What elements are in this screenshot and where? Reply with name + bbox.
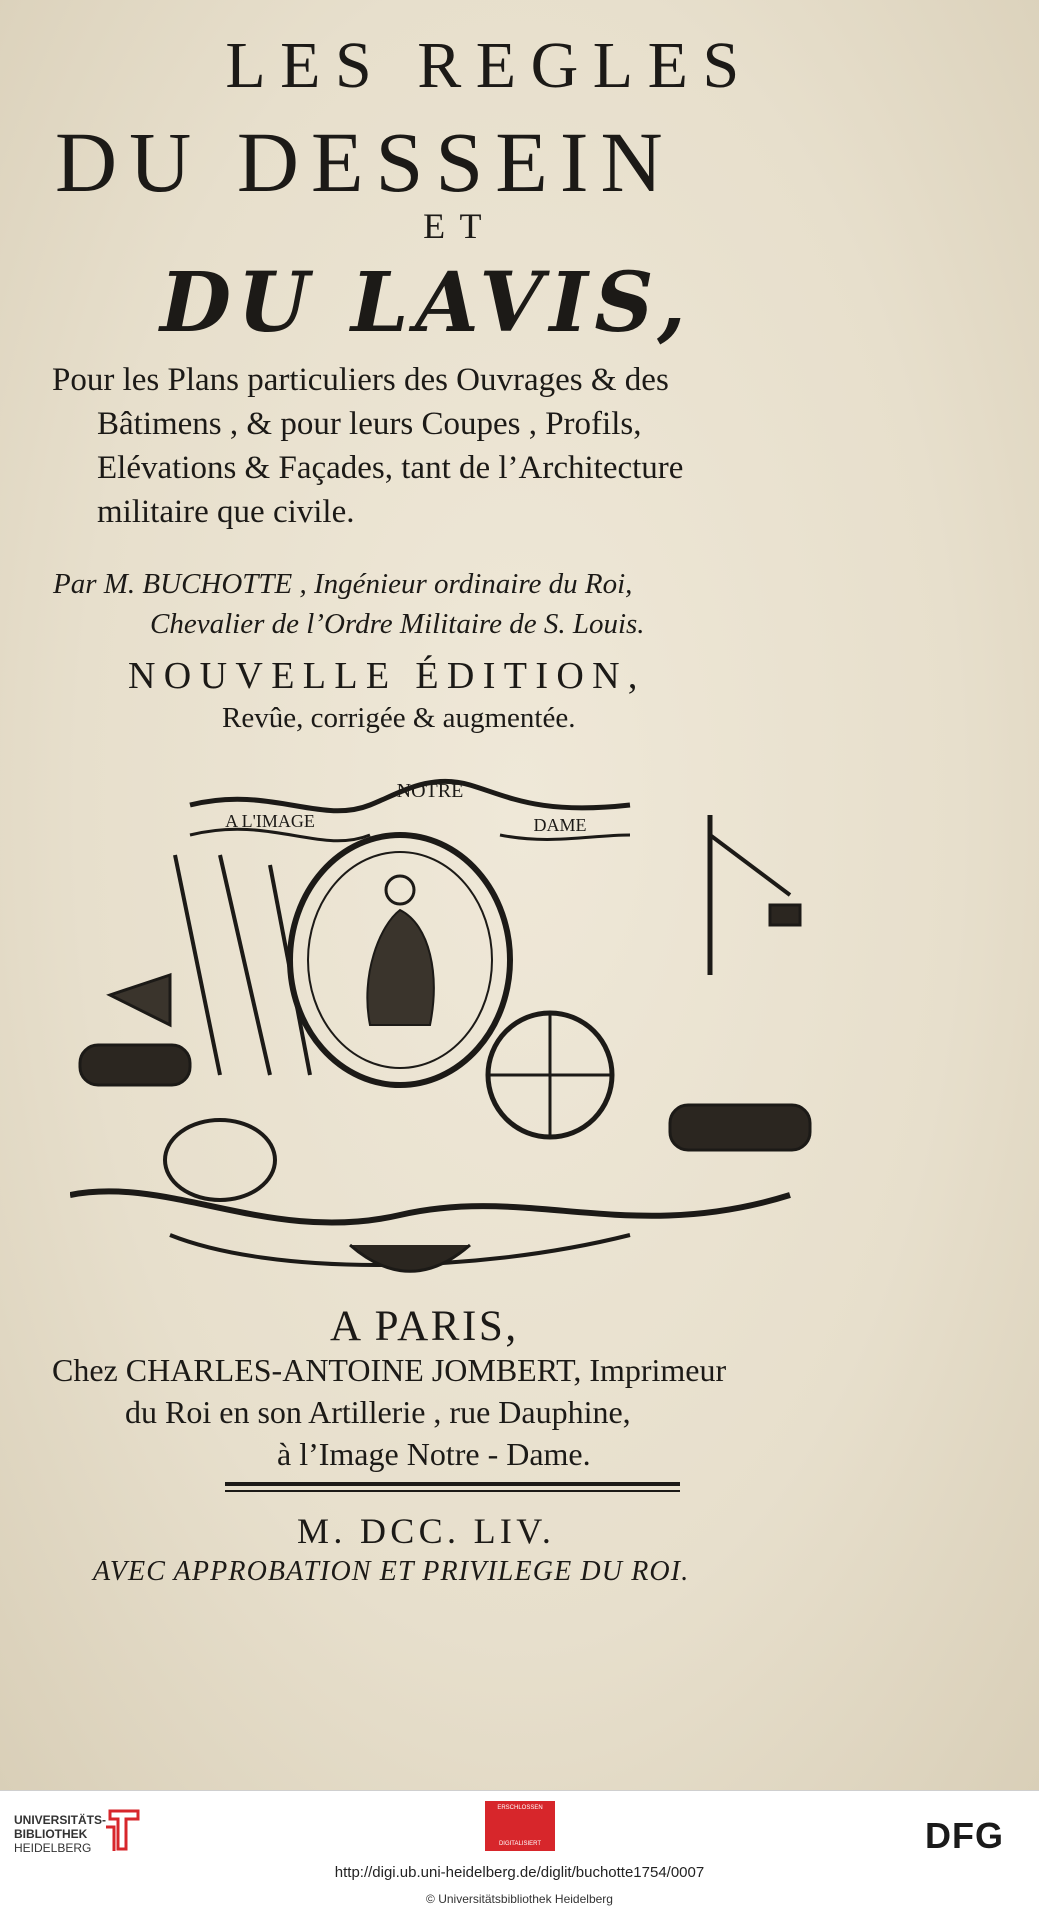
title-line-2: DU DESSEIN (55, 114, 675, 210)
digitization-footer (0, 1790, 1039, 1917)
library-logo-line-3: HEIDELBERG (14, 1841, 92, 1855)
digitized-logo[interactable] (485, 1801, 555, 1851)
title-line-3: ET (423, 206, 496, 246)
banner-text-left: A L'IMAGE (225, 811, 315, 831)
library-logo-line-1: UNIVERSITÄTS- (14, 1813, 107, 1827)
publisher-city: A PARIS, (330, 1303, 519, 1350)
digitized-logo-bottom: DIGITALISIERT (498, 1841, 542, 1847)
subtitle-line-4: militaire que civile. (97, 494, 355, 530)
library-logo-line-2: BIBLIOTHEK (14, 1827, 88, 1841)
double-rule-top (225, 1482, 680, 1486)
publisher-line-2: Chez CHARLES-ANTOINE JOMBERT, Imprimeur (52, 1352, 727, 1388)
double-rule-bottom (225, 1490, 680, 1492)
subtitle-line-2: Bâtimens , & pour leurs Coupes , Profils, (97, 406, 642, 442)
subtitle-line-3: Elévations & Façades, tant de l’Architecture (97, 450, 684, 486)
subtitle-line-1: Pour les Plans particuliers des Ouvrages & des (52, 362, 669, 398)
banner-text-center: NOTRE (396, 780, 464, 802)
privilege-line: AVEC APPROBATION ET PRIVILEGE DU ROI. (93, 1556, 690, 1587)
library-logo[interactable] (14, 1813, 106, 1855)
publisher-line-3: du Roi en son Artillerie , rue Dauphine, (125, 1394, 631, 1430)
title-line-1: LES REGLES (225, 29, 754, 102)
author-line-1: Par M. BUCHOTTE , Ingénieur ordinaire du Roi, (53, 568, 633, 600)
title-line-4: DU LAVIS, (160, 255, 693, 351)
author-line-2: Chevalier de l’Ordre Militaire de S. Louis. (150, 608, 645, 640)
digitized-logo-top: ERSCHLOSSEN (497, 1805, 543, 1811)
dfg-logo[interactable]: DFG (925, 1815, 1004, 1856)
copyright-notice: © Universitätsbibliothek Heidelberg (426, 1892, 613, 1906)
edition-heading: NOUVELLE ÉDITION, (128, 655, 646, 697)
library-mark-icon (104, 1807, 144, 1853)
engraved-vignette-icon (70, 775, 840, 1280)
edition-note: Revûe, corrigée & augmentée. (222, 702, 576, 734)
permalink-url[interactable]: http://digi.ub.uni-heidelberg.de/diglit/buchotte1754/0007 (334, 1864, 705, 1881)
publication-date: M. DCC. LIV. (297, 1511, 556, 1551)
publisher-line-4: à l’Image Notre - Dame. (277, 1436, 591, 1472)
banner-text-right: DAME (533, 815, 587, 835)
